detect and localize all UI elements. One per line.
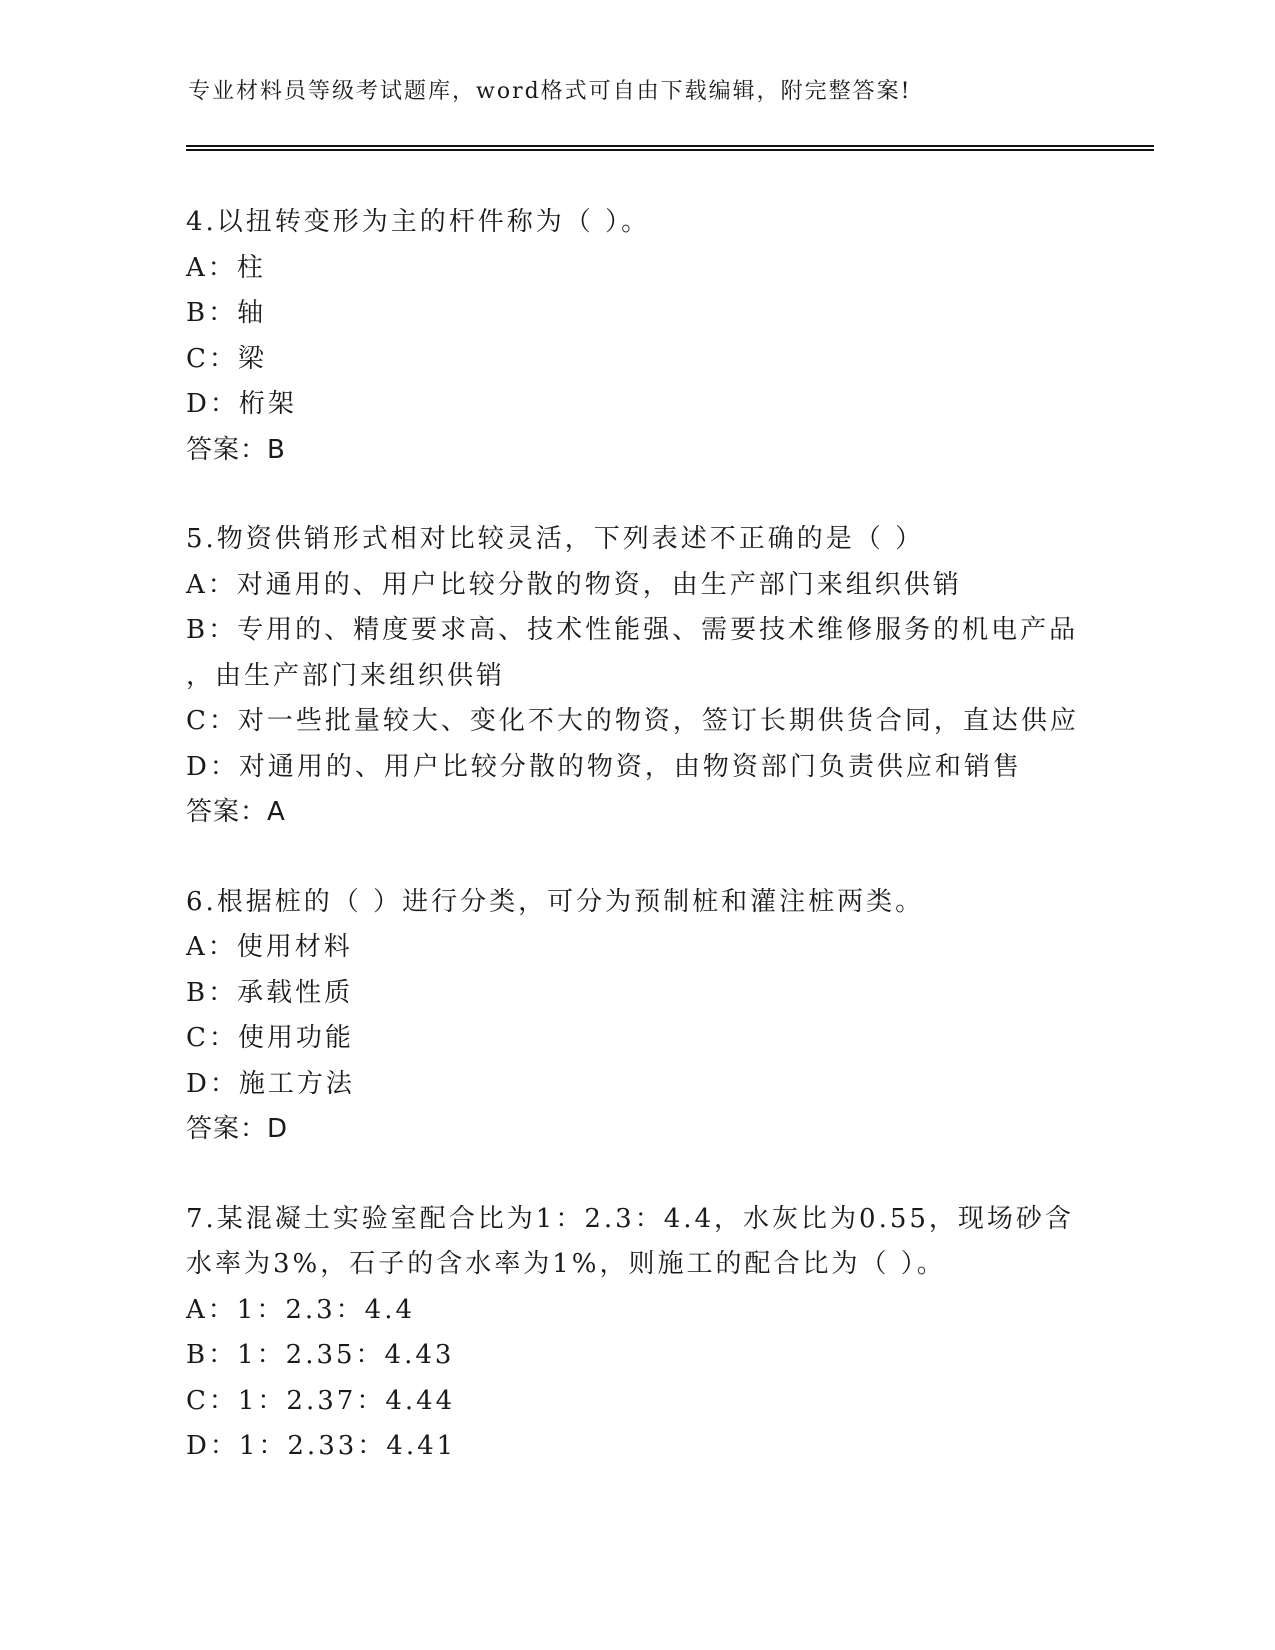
question-stem: 4.以扭转变形为主的杆件称为（ ）。 bbox=[186, 207, 651, 237]
option-b: B：专用的、精度要求高、技术性能强、需要技术维修服务的机电产品 bbox=[186, 615, 1079, 645]
option-c: C：1：2.37：4.44 bbox=[186, 1385, 456, 1416]
option-d: D：桁架 bbox=[186, 389, 297, 419]
option-a: A：柱 bbox=[186, 252, 266, 283]
option-b: B：轴 bbox=[186, 298, 267, 328]
page-header: 专业材料员等级考试题库，word格式可自由下载编辑，附完整答案! bbox=[188, 79, 912, 104]
option-a: A：1：2.3：4.4 bbox=[186, 1294, 416, 1325]
question-list bbox=[186, 200, 1086, 1514]
option-b-continued: ，由生产部门来组织供销 bbox=[186, 660, 506, 691]
option-d: D：对通用的、用户比较分散的物资，由物资部门负责供应和销售 bbox=[186, 751, 1022, 782]
option-a: A：对通用的、用户比较分散的物资，由生产部门来组织供销 bbox=[186, 569, 962, 600]
question-block bbox=[186, 1197, 1086, 1470]
option-c: C：对一些批量较大、变化不大的物资，签订长期供货合同，直达供应 bbox=[186, 706, 1079, 736]
question-stem: 5.物资供销形式相对比较灵活，下列表述不正确的是（ ） bbox=[186, 524, 925, 554]
option-c: C：梁 bbox=[186, 343, 267, 374]
option-c: C：使用功能 bbox=[186, 1023, 354, 1053]
question-stem-continued: 水率为3%，石子的含水率为1%，则施工的配合比为（ ）。 bbox=[186, 1249, 946, 1279]
option-a: A：使用材料 bbox=[186, 932, 353, 962]
option-d: D：施工方法 bbox=[186, 1068, 355, 1099]
question-block bbox=[186, 880, 1086, 1153]
answer-line: 答案：D bbox=[186, 1114, 289, 1144]
header-divider bbox=[186, 145, 1154, 151]
option-d: D：1：2.33：4.41 bbox=[186, 1431, 457, 1461]
question-stem: 7.某混凝土实验室配合比为1：2.3：4.4，水灰比为0.55，现场砂含 bbox=[186, 1203, 1074, 1234]
question-block bbox=[186, 517, 1086, 836]
question-stem: 6.根据桩的（ ）进行分类，可分为预制桩和灌注桩两类。 bbox=[186, 886, 925, 917]
question-block bbox=[186, 200, 1086, 473]
option-b: B：1：2.35：4.43 bbox=[186, 1340, 455, 1370]
option-b: B：承载性质 bbox=[186, 977, 354, 1008]
answer-line: 答案：A bbox=[186, 797, 286, 827]
answer-line: 答案：B bbox=[186, 434, 286, 465]
